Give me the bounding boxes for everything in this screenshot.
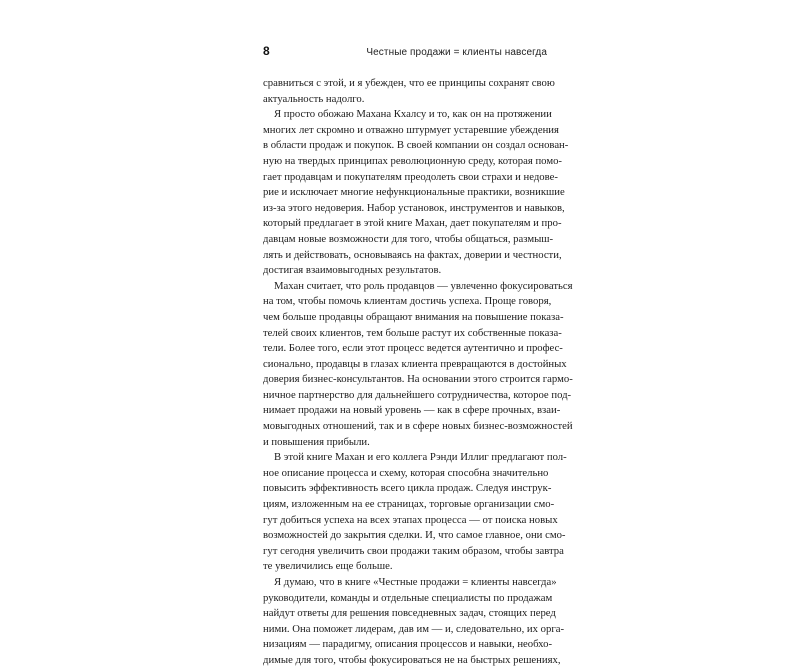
body-text	[263, 76, 573, 669]
text-line: повысить эффективность всего цикла продаж. Следуя инструк-	[263, 482, 552, 495]
text-line: гает продавцам и покупателям преодолеть свои страхи и недове-	[263, 170, 558, 183]
text-line: который предлагает в этой книге Махан, дает покупателям и про-	[263, 217, 562, 230]
paragraph	[263, 450, 567, 575]
text-line: актуальность надолго.	[263, 92, 365, 105]
text-line: мовыгодных отношений, так и в сфере новых бизнес-возможностей	[263, 420, 573, 433]
text-line: Махан считает, что роль продавцов — увлеченно фокусироваться	[274, 279, 573, 292]
text-line: ничное партнерство для дальнейшего сотрудничества, которое под-	[263, 388, 572, 401]
text-line: на том, чтобы помочь клиентам достичь успеха. Проще говоря,	[263, 295, 552, 308]
text-line: рие и исключает многие нефункциональные практики, возникшие	[263, 186, 565, 199]
text-line: тели. Более того, если этот процесс ведется аутентично и профес-	[263, 342, 563, 355]
text-line: сравниться с этой, и я убежден, что ее принципы сохранят свою	[263, 77, 555, 89]
text-line: чем больше продавцы обращают внимания на повышение показа-	[263, 310, 564, 323]
page-number: 8	[263, 44, 270, 58]
text-line: димые для того, чтобы фокусироваться не на быстрых решениях,	[263, 653, 561, 666]
running-title: Честные продажи = клиенты навсегда	[366, 47, 547, 58]
text-line: в области продаж и покупок. В своей компании он создал основан-	[263, 139, 569, 152]
text-line: из-за этого недоверия. Набор установок, инструментов и навыков,	[263, 201, 565, 214]
paragraph	[263, 575, 565, 669]
paragraph	[263, 76, 555, 107]
text-line: сионально, продавцы в глазах клиента превращаются в достойных	[263, 357, 567, 370]
text-line: найдут ответы для решения повседневных задач, стоящих перед	[263, 607, 556, 620]
text-line: руководители, команды и отдельные специалисты по продажам	[263, 591, 553, 604]
text-line: достигая взаимовыгодных результатов.	[263, 264, 442, 277]
text-line: телей своих клиентов, тем больше растут их собственные показа-	[263, 326, 562, 339]
text-line: нимает продажи на новый уровень — как в сфере прочных, взаи-	[263, 404, 561, 417]
text-line: циям, изложенным на ее страницах, торговые организации смо-	[263, 498, 555, 511]
text-line: В этой книге Махан и его коллега Рэнди Иллиг предлагают пол-	[274, 451, 567, 464]
text-line: низациям — парадигму, описания процессов и навыки, необхо-	[263, 638, 553, 651]
text-line: возможностей до закрытия сделки. И, что самое главное, они смо-	[263, 529, 566, 542]
paragraph	[263, 107, 569, 279]
paragraph	[263, 279, 573, 451]
text-line: Я думаю, что в книге «Честные продажи = клиенты навсегда»	[274, 576, 557, 588]
text-line: и повышения прибыли.	[263, 435, 370, 448]
text-line: доверия бизнес-консультантов. На основании этого строится гармо-	[263, 373, 573, 386]
running-head	[263, 44, 547, 60]
text-line: многих лет скромно и отважно штурмует устаревшие убеждения	[263, 123, 559, 136]
text-line: Я просто обожаю Махана Кхалсу и то, как он на протяжении	[274, 108, 552, 121]
text-line: лять и действовать, основываясь на фактах, доверии и честности,	[263, 248, 562, 261]
text-line: давцам новые возможности для того, чтобы общаться, размыш-	[263, 232, 554, 245]
text-line: гут добиться успеха на всех этапах процесса — от поиска новых	[263, 513, 558, 526]
text-line: те увеличились еще больше.	[263, 560, 393, 573]
text-line: ную на твердых принципах революционную среду, которая помо-	[263, 154, 562, 167]
text-line: ное описание процесса и схему, которая способна значительно	[263, 466, 549, 479]
text-line: гут сегодня увеличить свои продажи таким образом, чтобы завтра	[263, 544, 564, 557]
text-line: ними. Она поможет лидерам, дав им — и, следовательно, их орга-	[263, 622, 565, 635]
